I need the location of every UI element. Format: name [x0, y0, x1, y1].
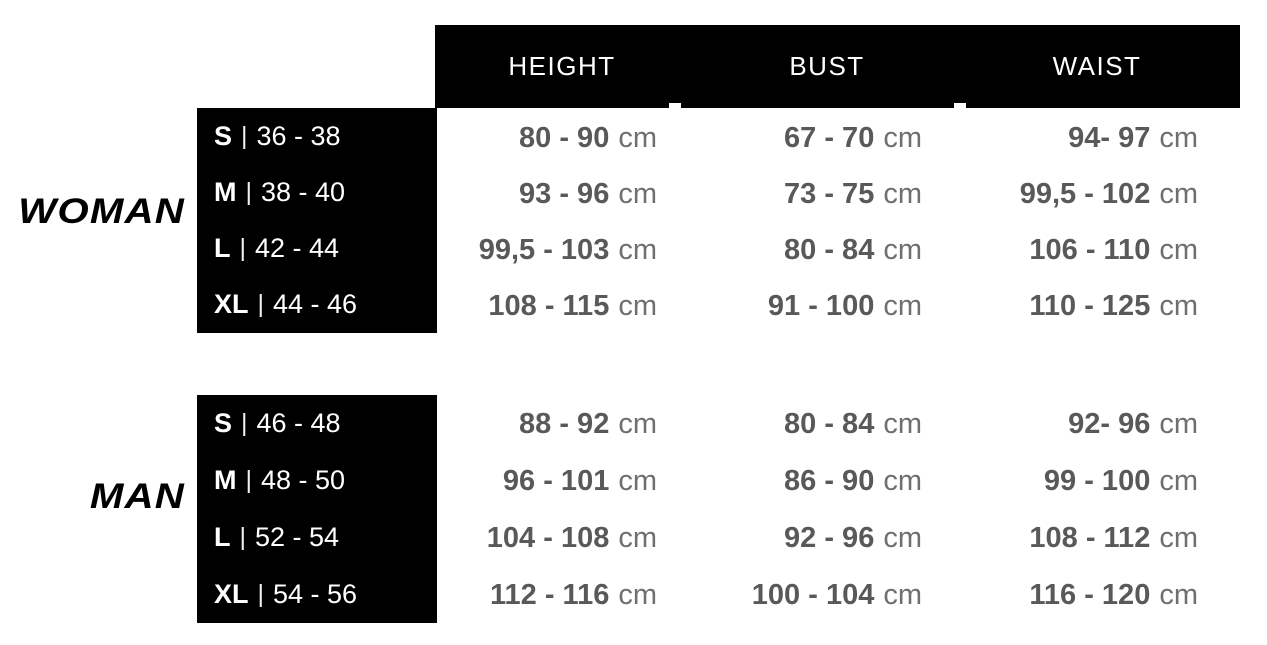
table-row [435, 453, 1240, 510]
table-row [435, 222, 1240, 278]
size-separator: | [257, 290, 265, 319]
measurement-unit: cm [883, 177, 922, 210]
measurement-cell-waist [960, 166, 1240, 222]
measurement-value: 92- 96 [1068, 408, 1151, 440]
measurement-value: 80 - 84 [784, 408, 875, 440]
measurement-cell-height [435, 110, 675, 166]
measurement-unit: cm [1159, 522, 1198, 554]
column-header-height: HEIGHT [508, 51, 616, 81]
size-range: 36 - 38 [256, 120, 341, 151]
table-row [435, 510, 1240, 567]
measurement-unit: cm [883, 289, 922, 322]
woman-values-grid [435, 110, 1240, 334]
measurement-value: 116 - 120 [1029, 579, 1151, 611]
size-row [197, 566, 437, 623]
column-header-waist: WAIST [1052, 51, 1142, 81]
size-letter: M [214, 465, 237, 495]
measurement-unit: cm [618, 121, 657, 154]
table-row [435, 110, 1240, 166]
woman-size-box [197, 108, 437, 333]
size-separator: | [239, 234, 246, 263]
measurement-unit: cm [883, 465, 922, 497]
measurement-value: 99 - 100 [1043, 465, 1151, 497]
measurement-value: 99,5 - 102 [1019, 177, 1151, 210]
measurement-value: 86 - 90 [784, 465, 875, 497]
measurement-value: 93 - 96 [519, 177, 610, 210]
size-row [197, 164, 437, 220]
measurement-unit: cm [883, 522, 922, 554]
measurement-cell-waist [960, 396, 1240, 453]
measurement-value: 94- 97 [1068, 121, 1151, 154]
measurement-unit: cm [618, 579, 657, 611]
size-letter: S [214, 120, 233, 151]
measurement-value: 108 - 115 [488, 289, 610, 322]
size-letter: XL [214, 289, 249, 320]
size-row [197, 509, 437, 566]
size-letter: L [214, 233, 231, 264]
measurement-value: 88 - 92 [519, 408, 610, 440]
measurement-value: 112 - 116 [489, 579, 610, 611]
size-separator: | [245, 466, 252, 494]
measurement-cell-height [435, 222, 675, 278]
section-label-man: MAN [89, 477, 185, 516]
measurement-cell-waist [960, 453, 1240, 510]
measurement-value: 73 - 75 [784, 177, 875, 210]
measurement-unit: cm [883, 121, 922, 154]
measurement-unit: cm [618, 233, 657, 266]
measurement-cell-waist [960, 278, 1240, 334]
measurement-unit: cm [1159, 233, 1198, 266]
measurement-cell-bust [675, 222, 960, 278]
table-row [435, 396, 1240, 453]
size-row [197, 277, 437, 333]
size-row [197, 108, 437, 164]
measurement-cell-waist [960, 222, 1240, 278]
size-separator: | [241, 121, 248, 150]
measurement-unit: cm [883, 579, 922, 611]
measurement-cell-waist [960, 567, 1240, 624]
measurement-value: 99,5 - 103 [478, 233, 610, 266]
size-separator: | [241, 409, 248, 437]
measurement-unit: cm [618, 177, 657, 210]
table-row [435, 166, 1240, 222]
measurement-cell-height [435, 567, 675, 624]
measurement-unit: cm [1159, 289, 1198, 322]
header-notch [669, 103, 681, 108]
size-range: 48 - 50 [261, 465, 346, 495]
measurement-value: 96 - 101 [502, 465, 610, 497]
size-row [197, 452, 437, 509]
size-range: 44 - 46 [273, 289, 358, 320]
size-range: 52 - 54 [255, 522, 340, 552]
measurement-cell-bust [675, 567, 960, 624]
measurement-value: 92 - 96 [784, 522, 875, 554]
measurement-value: 91 - 100 [767, 289, 875, 322]
measurement-cell-bust [675, 510, 960, 567]
measurement-cell-height [435, 396, 675, 453]
measurement-cell-height [435, 278, 675, 334]
measurement-unit: cm [1159, 408, 1198, 440]
size-range: 38 - 40 [261, 176, 346, 207]
measurement-value: 80 - 84 [784, 233, 875, 266]
measurement-unit: cm [1159, 465, 1198, 497]
table-header-bar [435, 25, 1240, 108]
measurement-unit: cm [1159, 121, 1198, 154]
measurement-cell-waist [960, 510, 1240, 567]
measurement-cell-bust [675, 453, 960, 510]
size-letter: M [214, 176, 237, 207]
measurement-value: 106 - 110 [1029, 233, 1151, 266]
column-header-bust: BUST [789, 51, 865, 81]
table-row [435, 278, 1240, 334]
measurement-cell-bust [675, 278, 960, 334]
measurement-cell-height [435, 453, 675, 510]
measurement-value: 67 - 70 [784, 121, 875, 154]
size-separator: | [257, 580, 265, 608]
man-values-grid [435, 396, 1240, 624]
size-row [197, 395, 437, 452]
measurement-unit: cm [883, 233, 922, 266]
measurement-unit: cm [883, 408, 922, 440]
measurement-value: 80 - 90 [519, 121, 610, 154]
size-letter: XL [214, 579, 249, 609]
section-label-woman: WOMAN [18, 192, 186, 231]
measurement-unit: cm [1159, 579, 1198, 611]
header-notch [954, 103, 966, 108]
measurement-cell-waist [960, 110, 1240, 166]
size-separator: | [239, 523, 246, 551]
table-row [435, 567, 1240, 624]
measurement-unit: cm [618, 522, 657, 554]
measurement-value: 100 - 104 [751, 579, 875, 611]
size-range: 54 - 56 [273, 579, 358, 609]
size-letter: L [214, 522, 231, 552]
measurement-unit: cm [618, 465, 657, 497]
man-size-box [197, 395, 437, 623]
size-range: 46 - 48 [256, 408, 341, 438]
size-range: 42 - 44 [255, 233, 340, 264]
measurement-unit: cm [618, 408, 657, 440]
size-row [197, 221, 437, 277]
measurement-value: 108 - 112 [1029, 522, 1151, 554]
measurement-value: 110 - 125 [1029, 289, 1151, 322]
measurement-cell-bust [675, 396, 960, 453]
measurement-unit: cm [1159, 177, 1198, 210]
measurement-cell-bust [675, 110, 960, 166]
measurement-cell-bust [675, 166, 960, 222]
size-letter: S [214, 408, 233, 438]
measurement-value: 104 - 108 [486, 522, 610, 554]
measurement-cell-height [435, 166, 675, 222]
measurement-unit: cm [618, 289, 657, 322]
measurement-cell-height [435, 510, 675, 567]
size-separator: | [245, 177, 252, 206]
